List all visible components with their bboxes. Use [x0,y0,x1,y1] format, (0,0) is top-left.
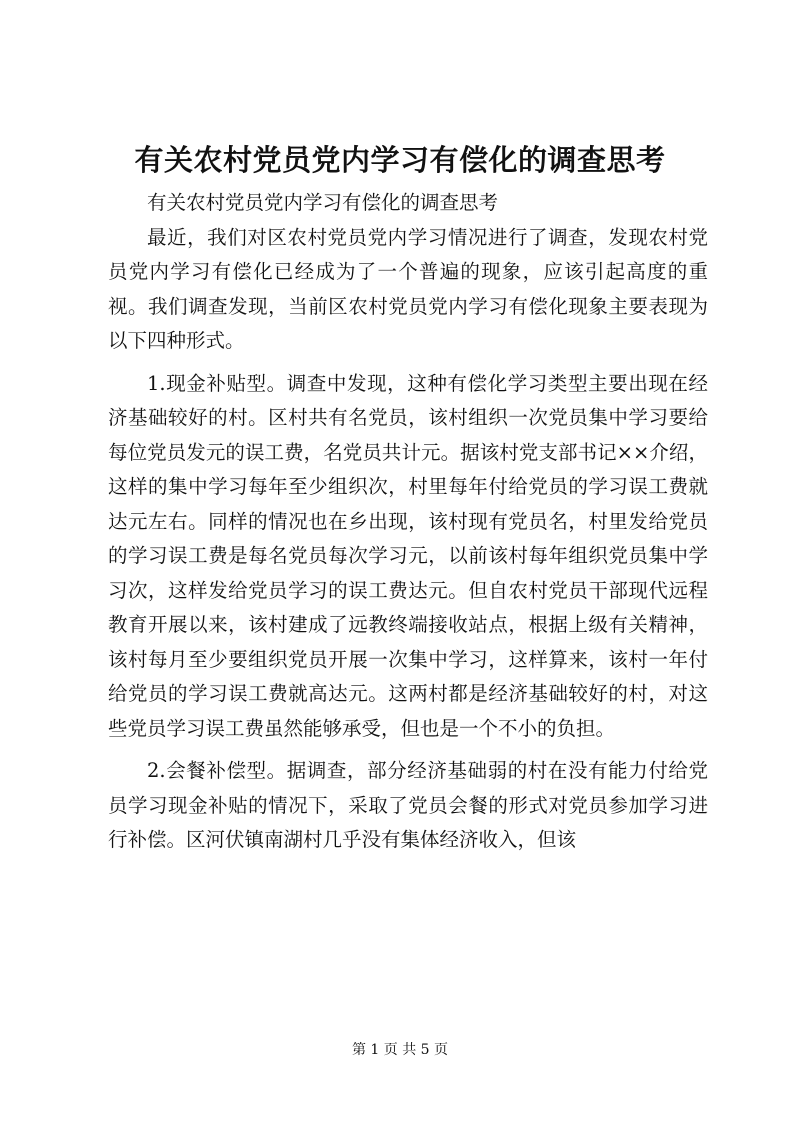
paragraph-cash-subsidy: 1.现金补贴型。调查中发现，这种有偿化学习类型主要出现在经济基础较好的村。区村共有名党员，该村组织一次党员集中学习要给每位党员发元的误工费，名党员共计元。据该村党支部书记××介绍，这样的集中学习每年至少组织次，村里每年付给党员的学习误工费就达元左右。同样的情况也在乡出现，该村现有党员名，村里发给党员的学习误工费是每名党员每次学习元，以前该村每年组织党员集中学习次，这样发给党员学习的误工费达元。但自农村党员干部现代远程教育开展以来，该村建成了远教终端接收站点，根据上级有关精神，该村每月至少要组织党员开展一次集中学习，这样算来，该村一年付给党员的学习误工费就高达元。这两村都是经济基础较好的村，对这些党员学习误工费虽然能够承受，但也是一个不小的负担。 [108,371,708,740]
document-title: 有关农村党员党内学习有偿化的调查思考 [134,143,666,177]
page-number-footer: 第 1 页 共 5 页 [351,1042,449,1058]
document-body [108,186,708,858]
paragraph-dinner-compensation: 2.会餐补偿型。据调查，部分经济基础弱的村在没有能力付给党员学习现金补贴的情况下，采取了党员会餐的形式对党员参加学习进行补偿。区河伏镇南湖村几乎没有集体经济收入，但该 [108,759,708,851]
document-subtitle: 有关农村党员党内学习有偿化的调查思考 [147,191,499,214]
paragraph-intro: 最近，我们对区农村党员党内学习情况进行了调查，发现农村党员党内学习有偿化已经成为了一个普遍的现象，应该引起高度的重视。我们调查发现，当前区农村党员党内学习有偿化现象主要表现为以下四种形式。 [108,225,708,352]
